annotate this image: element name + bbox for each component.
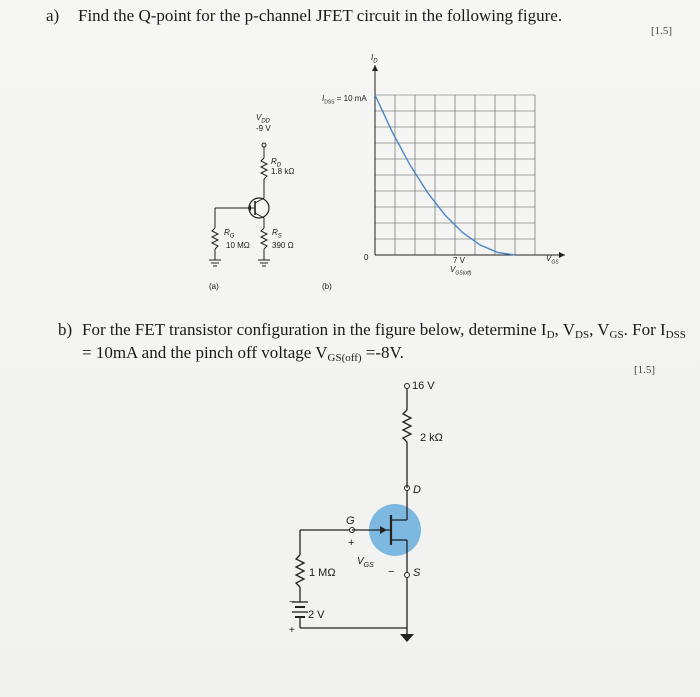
x-axis-arrow	[559, 252, 565, 258]
vgs-axis-label: $V_{GS}$	[546, 254, 559, 266]
rd-label: $R_D$	[271, 157, 282, 169]
origin-label: 0	[364, 253, 369, 262]
rs-resistor	[261, 228, 267, 249]
rg-label: $R_G$	[224, 228, 235, 240]
source-terminal	[405, 573, 410, 578]
rd-value: 1.8 kΩ	[271, 167, 295, 176]
ground-icon	[400, 634, 414, 642]
battery-plus: +	[289, 625, 295, 636]
rg-value: 10 MΩ	[226, 241, 250, 250]
supply-label: 16 V	[412, 380, 435, 392]
question-b-line1: For the FET transistor configuration in the figure below, determine $I_D$, $V_{DS}$, $V_{GS}$. For $I_{DSS}$	[82, 320, 686, 341]
rs-value: 390 Ω	[272, 241, 294, 250]
battery-minus: −	[289, 597, 295, 608]
idss-label: $I_{DSS} = 10$ mA	[322, 94, 367, 106]
question-a-marks: [1.5]	[651, 25, 673, 37]
pinchoff-label: $V_{GS(off)}$	[450, 265, 472, 277]
rg-b-label: 1 MΩ	[309, 567, 336, 579]
vdd-value: -9 V	[256, 124, 271, 133]
vgs-label: $V_{GS}$	[357, 556, 374, 569]
question-a-text: Find the Q-point for the p-channel JFET circuit in the following figure.	[78, 6, 563, 25]
source-label: S	[413, 567, 421, 579]
id-axis-label: $I_D$	[371, 53, 378, 65]
rs-label: $R_S$	[272, 228, 282, 240]
vdd-terminal	[262, 143, 266, 147]
question-b-label: b)	[58, 320, 73, 339]
y-axis-arrow	[372, 65, 378, 71]
chart-grid	[375, 95, 535, 255]
rg-resistor	[212, 228, 218, 249]
supply-terminal	[405, 384, 410, 389]
drain-label: D	[413, 484, 421, 496]
question-a-label: a)	[46, 6, 60, 25]
vdd-label: $V_{DD}$	[256, 113, 271, 125]
figure-a-caption: (a)	[209, 282, 219, 291]
rg-b-resistor	[296, 555, 304, 587]
question-b-line2: = 10mA and the pinch off voltage $V_{GS(off)} =-8V$.	[82, 343, 404, 364]
figure-b-caption: (b)	[322, 282, 332, 291]
question-b-marks: [1.5]	[634, 364, 656, 376]
rd-resistor	[261, 158, 267, 179]
rd-b-label: 2 kΩ	[420, 432, 443, 444]
rd-b-resistor	[403, 410, 411, 442]
gate-label: G	[346, 515, 355, 527]
transfer-curve-chart	[355, 55, 575, 285]
pinchoff-value: 7 V	[453, 256, 466, 265]
battery-label: 2 V	[308, 609, 325, 621]
source-minus: −	[388, 566, 395, 578]
gate-plus: +	[348, 537, 355, 549]
circuit-a-diagram	[195, 110, 305, 300]
circuit-b-diagram	[270, 370, 470, 670]
